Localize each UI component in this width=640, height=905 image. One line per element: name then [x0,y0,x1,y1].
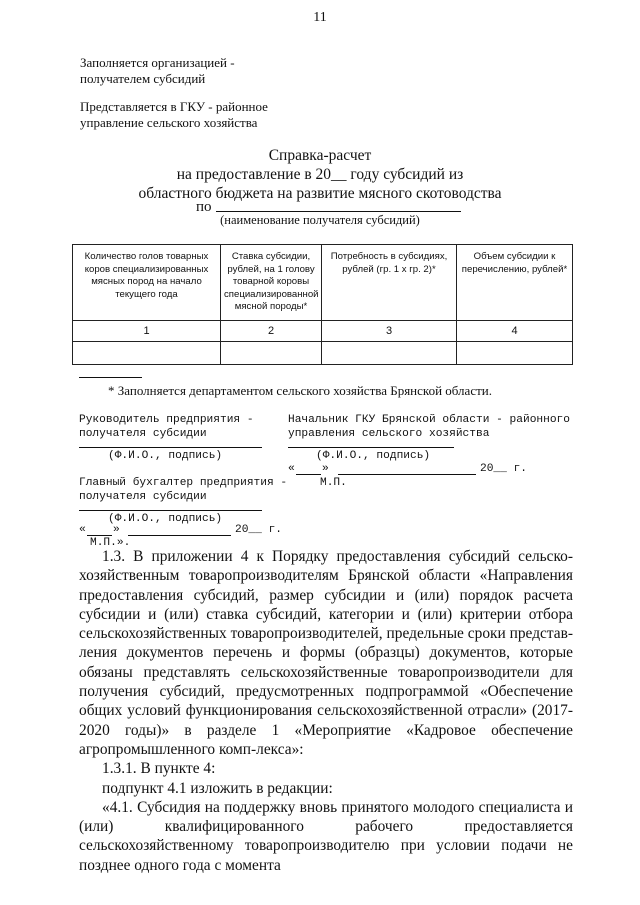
chief-date-year: 20__ г. [480,463,527,475]
chief-date-day-line [296,474,321,475]
chief-date-month-line [338,474,476,475]
recipient-prefix: по [196,199,212,215]
head-fio-caption: (Ф.И.О., подпись) [108,450,223,462]
table-number-cell: 4 [457,320,573,342]
accountant-label-1: Главный бухгалтер предприятия - [79,477,288,489]
accountant-date-open: « [79,524,86,536]
accountant-date-close: » [113,524,120,536]
subsidy-table [72,244,573,365]
accountant-date-year: 20__ г. [235,524,282,536]
accountant-fio-caption: (Ф.И.О., подпись) [108,513,223,525]
table-row [73,342,573,365]
head-label-2: получателя субсидии [79,428,207,440]
chief-fio-caption: (Ф.И.О., подпись) [316,450,431,462]
chief-label-1: Начальник ГКУ Брянской области - районного [288,414,570,426]
form-title: Справка-расчет [268,147,372,164]
table-cell [73,342,221,365]
table-number-cell: 1 [73,320,221,342]
chief-date-close: » [322,463,329,475]
submitted-to-line-1: Представляется в ГКУ - районное [80,99,268,114]
amendment-paragraph-3: подпункт 4.1 изложить в редакции: [102,779,333,797]
chief-stamp: М.П. [320,477,347,489]
head-signature-line [79,447,262,448]
accountant-signature-line [79,510,262,511]
chief-label-2: управления сельского хозяйства [288,428,490,440]
recipient-name-line [216,211,461,212]
accountant-stamp: М.П.». [90,537,131,549]
filled-by-line-2: получателем субсидий [80,71,206,86]
page-number: 11 [313,10,327,25]
table-cell [457,342,573,365]
table-cell [322,342,457,365]
amendment-paragraph-4: «4.1. Субсидия на поддержку вновь принятого молодого специалиста и (или) квалифицированного рабочего предоставляется сельскохозяйственному товаропроизводителю при условии подачи не позднее одного года с момента [79,798,573,874]
table-header-cell: Количество голов товарных коров специализированных мясных пород на начало текущего года [73,245,221,321]
head-label-1: Руководитель предприятия - [79,414,254,426]
footnote: * Заполняется департаментом сельского хозяйства Брянской области. [108,383,492,398]
form-subtitle-2: областного бюджета на развитие мясного скотоводства [138,185,502,202]
table-header-cell: Потребность в субсидиях, рублей (гр. 1 x гр. 2)* [322,245,457,321]
table-header-row [73,245,573,321]
recipient-caption: (наименование получателя субсидий) [220,213,420,227]
amendment-paragraph-1: 1.3. В приложении 4 к Порядку предоставления субсидий сельско-хозяйственным товаропроизводителям Брянской области «Направления предоставления субсидий, размер субсидии и (или) порядок расчета субсидии и (или) ставка субсидий, категории и (или) критерии отбора сельскохозяйственных товаропроизводителей, предельные сроки представ-ления документов перечень и формы (образцы) документов, которые обязаны представлять сельскохозяйственные товаропроизводители для получения субсидий, предусмотренных подпрограммой «Обеспечение общих условий функционирования сельскохозяйственной отрасли» (2017-2020 годы)» в разделе 1 «Мероприятие «Кадровое обеспечение агропромышленного комп-лекса»: [79,548,573,758]
form-subtitle-1: на предоставление в 20__ году субсидий из [176,166,464,183]
amendment-paragraph-2: 1.3.1. В пункте 4: [102,760,216,778]
footnote-divider [79,377,142,378]
table-cell [221,342,322,365]
table-header-cell: Объем субсидии к перечислению, рублей* [457,245,573,321]
accountant-date-month-line [128,535,231,536]
accountant-label-2: получателя субсидии [79,491,207,503]
chief-date-open: « [288,463,295,475]
amendment-text [79,547,573,875]
chief-signature-line [288,447,454,448]
table-number-cell: 2 [221,320,322,342]
table-number-cell: 3 [322,320,457,342]
table-header-cell: Ставка субсидии, рублей, на 1 голову товарной коровы специализированной мясной породы* [221,245,322,321]
submitted-to-line-2: управление сельского хозяйства [80,115,258,130]
filled-by-line-1: Заполняется организацией - [80,55,235,70]
table-number-row [73,320,573,342]
